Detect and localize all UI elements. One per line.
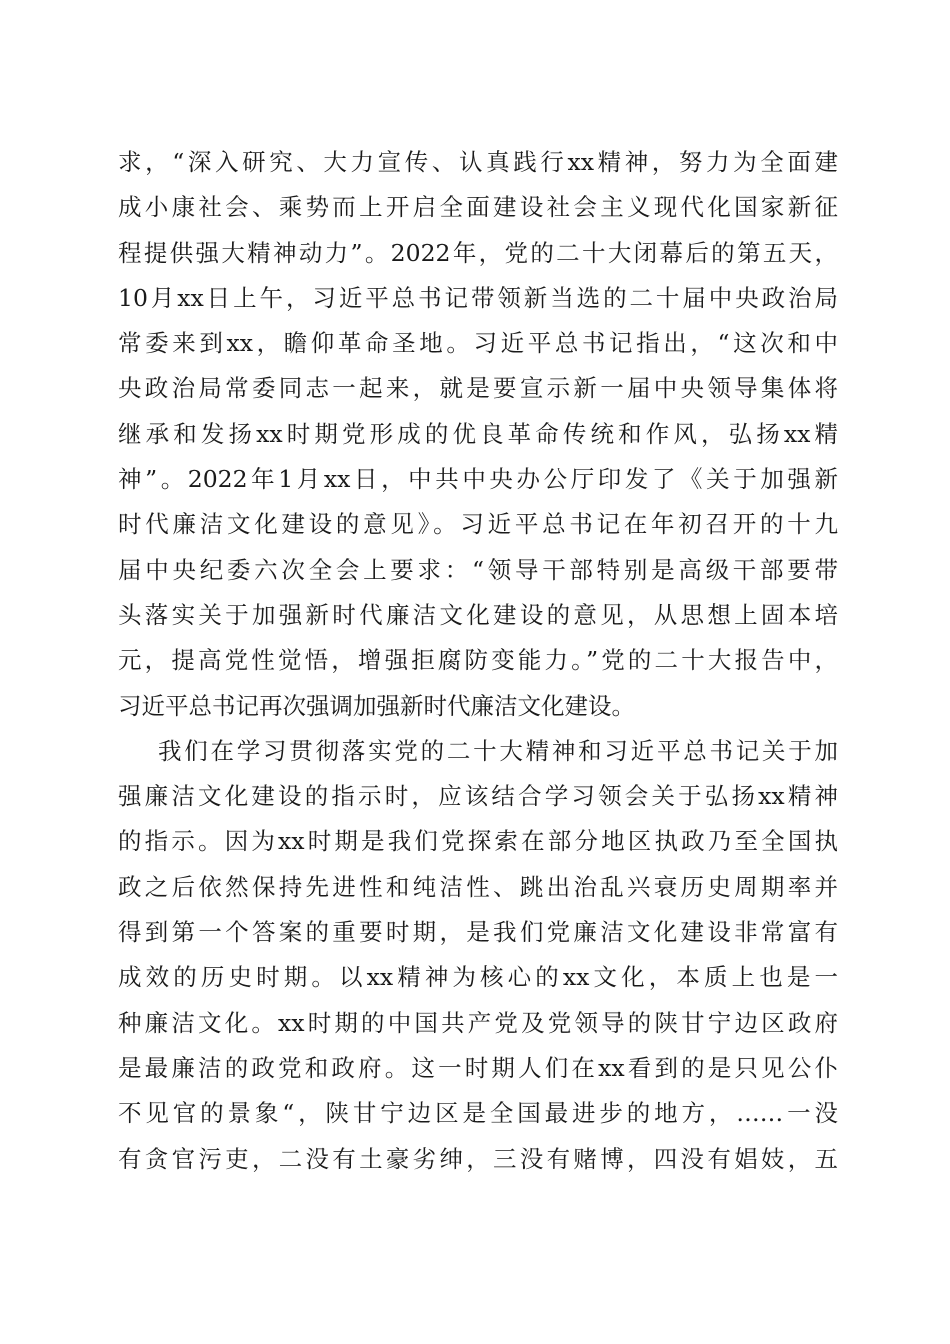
text-line: 种廉洁文化。xx时期的中国共产党及党领导的陕甘宁边区政府 xyxy=(118,1008,838,1037)
text-line: 有贪官污吏，二没有土豪劣绅，三没有赌博，四没有娼妓，五 xyxy=(118,1144,838,1173)
text-line: 时代廉洁文化建设的意见》。习近平总书记在年初召开的十九 xyxy=(118,510,838,539)
text-line: 强廉洁文化建设的指示时，应该结合学习领会关于弘扬xx精神 xyxy=(118,782,838,811)
text-line: 求，“深入研究、大力宣传、认真践行xx精神，努力为全面建 xyxy=(118,148,838,176)
text-line: 是最廉洁的政党和政府。这一时期人们在xx看到的是只见公仆 xyxy=(118,1053,838,1082)
text-line: 成小康社会、乘势而上开启全面建设社会主义现代化国家新征 xyxy=(118,193,838,222)
text-line: 得到第一个答案的重要时期，是我们党廉洁文化建设非常富有 xyxy=(118,918,838,947)
text-line: 不见官的景象“，陕甘宁边区是全国最进步的地方，……一没 xyxy=(118,1099,838,1128)
text-line: 10月xx日上午，习近平总书记带领新当选的二十届中央政治局 xyxy=(118,283,838,312)
text-line: 的指示。因为xx时期是我们党探索在部分地区执政乃至全国执 xyxy=(118,827,838,856)
text-line: 央政治局常委同志一起来，就是要宣示新一届中央领导集体将 xyxy=(118,374,838,403)
body-text xyxy=(118,140,838,1182)
text-line: 程提供强大精神动力”。2022年，党的二十大闭幕后的第五天， xyxy=(118,238,838,267)
text-line: 继承和发扬xx时期党形成的优良革命传统和作风，弘扬xx精 xyxy=(118,419,838,448)
text-line: 习近平总书记再次强调加强新时代廉洁文化建设。 xyxy=(118,691,635,720)
text-line: 常委来到xx，瞻仰革命圣地。习近平总书记指出，“这次和中 xyxy=(118,329,838,358)
text-line: 成效的历史时期。以xx精神为核心的xx文化，本质上也是一 xyxy=(118,963,838,992)
text-line: 届中央纪委六次全会上要求：“领导干部特别是高级干部要带 xyxy=(118,555,838,584)
text-line: 头落实关于加强新时代廉洁文化建设的意见，从思想上固本培 xyxy=(118,600,838,629)
paragraph-start-line: 我们在学习贯彻落实党的二十大精神和习近平总书记关于加 xyxy=(158,736,838,765)
text-line: 神”。2022年1月xx日，中共中央办公厅印发了《关于加强新 xyxy=(118,465,838,494)
text-line: 元，提高党性觉悟，增强拒腐防变能力。”党的二十大报告中， xyxy=(118,646,838,675)
text-line: 政之后依然保持先进性和纯洁性、跳出治乱兴衰历史周期率并 xyxy=(118,872,838,901)
